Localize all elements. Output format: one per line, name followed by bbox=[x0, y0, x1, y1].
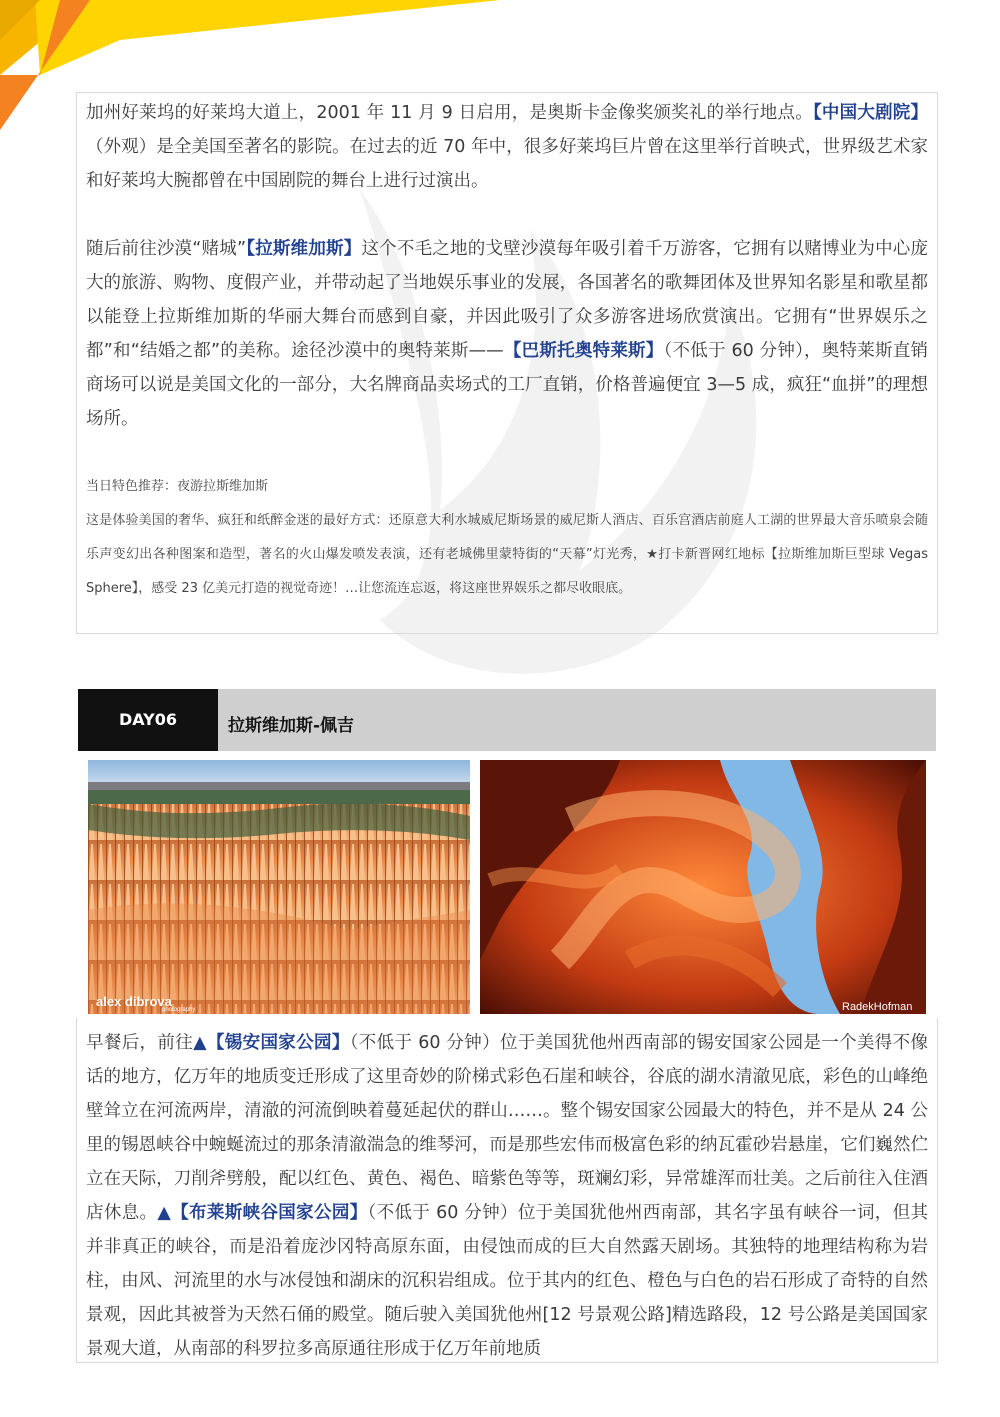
para1-text: 加州好莱坞的好莱坞大道上，2001 年 11 月 9 日启用，是奥斯卡金像奖颁奖礼的举行地点。 bbox=[86, 103, 813, 123]
paragraph-chinese-theatre bbox=[86, 96, 928, 198]
highlight-bryce: ▲【布莱斯峡谷国家公园】 bbox=[157, 1203, 368, 1223]
recommend-body: 这是体验美国的奢华、疯狂和纸醉金迷的最好方式：还原意大利水城威尼斯场景的威尼斯人酒店、百乐宫酒店前庭人工湖的世界最大音乐喷泉会随乐声变幻出各种图案和造型，著名的火山爆发喷发表演，还有老城佛里蒙特街的“天幕”灯光秀，★打卡新晋网红地标【拉斯维加斯巨型球 Vegas Sphere】，感受 23 亿美元打造的视觉奇迹！…让您流连忘返，将这座世界娱乐之都尽收眼底。 bbox=[86, 513, 928, 596]
para2-text-end: （不低于 60 分钟），奥特莱斯直销商场可以说是美国文化的一部分，大名牌商品卖场式的工厂直销，价格普遍便宜 3—5 成，疯狂“血拼”的理想场所。 bbox=[86, 341, 928, 429]
bryce-canyon-photo bbox=[88, 760, 470, 1014]
highlight-barstow-outlets: 【巴斯托奥特莱斯】 bbox=[503, 341, 664, 361]
antelope-canyon-photo bbox=[480, 760, 926, 1014]
day-header bbox=[78, 689, 936, 751]
paragraph-zion-bryce bbox=[86, 1026, 928, 1366]
highlight-chinese-theatre: 【中国大剧院】 bbox=[812, 103, 929, 123]
para3-text: 早餐后，前往 bbox=[86, 1033, 194, 1053]
highlight-las-vegas: 【拉斯维加斯】 bbox=[246, 239, 362, 259]
para3-text-end: （不低于 60 分钟）位于美国犹他州西南部，其名字虽有峡谷一词，但其并非真正的峡谷，而是沿着庞沙冈特高原东面，由侵蚀而成的巨大自然露天剧场。其独特的地理结构称为岩柱，由风、河流里的水与冰侵蚀和湖床的沉积岩组成。位于其内的红色、橙色与白色的岩石形成了奇特的自然景观，因此其被誉为天然石俑的殿堂。随后驶入美国犹他州[12 号景观公路]精选路段，12 号公路是美国国家景观大道，从南部的科罗拉多高原通往形成于亿万年前地质 bbox=[86, 1203, 928, 1359]
para1-text-cont: （外观）是全美国至著名的影院。在过去的近 70 年中，很多好莱坞巨片曾在这里举行首映式，世界级艺术家和好莱坞大腕都曾在中国剧院的舞台上进行过演出。 bbox=[86, 137, 928, 191]
left-photo-watermark: alex dibrova bbox=[96, 994, 172, 1009]
recommend-title: 当日特色推荐：夜游拉斯维加斯 bbox=[86, 479, 269, 494]
para3-text-mid: （不低于 60 分钟）位于美国犹他州西南部的锡安国家公园是一个美得不像话的地方，亿万年的地质变迁形成了这里奇妙的阶梯式彩色石崖和峡谷，谷底的湖水清澈见底，彩色的山峰绝壁耸立在河流两岸，清澈的河流倒映着蔓延起伏的群山……。整个锡安国家公园最大的特色，并不是从 24 公里的锡恩峡谷中蜿蜒流过的那条清澈湍急的维琴河，而是那些宏伟而极富色彩的纳瓦霍砂岩悬崖，它们巍然伫立在天际，刀削斧劈般，配以红色、黄色、褐色、暗紫色等等，斑斓幻彩，异常雄浑而壮美。之后前往入住酒店休息。 bbox=[86, 1033, 928, 1223]
paragraph-las-vegas bbox=[86, 232, 928, 436]
day-label: DAY06 bbox=[78, 689, 218, 751]
left-photo-watermark-sub: photography bbox=[162, 1007, 196, 1013]
right-photo-watermark: RadekHofman bbox=[842, 1001, 913, 1013]
highlight-zion: ▲【锡安国家公园】 bbox=[193, 1033, 350, 1053]
day-title: 拉斯维加斯-佩吉 bbox=[228, 716, 355, 736]
para2-text: 随后前往沙漠“赌城” bbox=[86, 239, 247, 259]
para2-text-mid: 这个不毛之地的戈壁沙漠每年吸引着千万游客，它拥有以赌博业为中心庞大的旅游、购物、度假产业，并带动起了当地娱乐事业的发展，各国著名的歌舞团体及世界知名影星和歌星都以能登上拉斯维加斯的华丽大舞台而感到自豪，并因此吸引了众多游客进场欣赏演出。它拥有“世界娱乐之都”和“结婚之都”的美称。途径沙漠中的奥特莱斯—— bbox=[86, 239, 928, 361]
